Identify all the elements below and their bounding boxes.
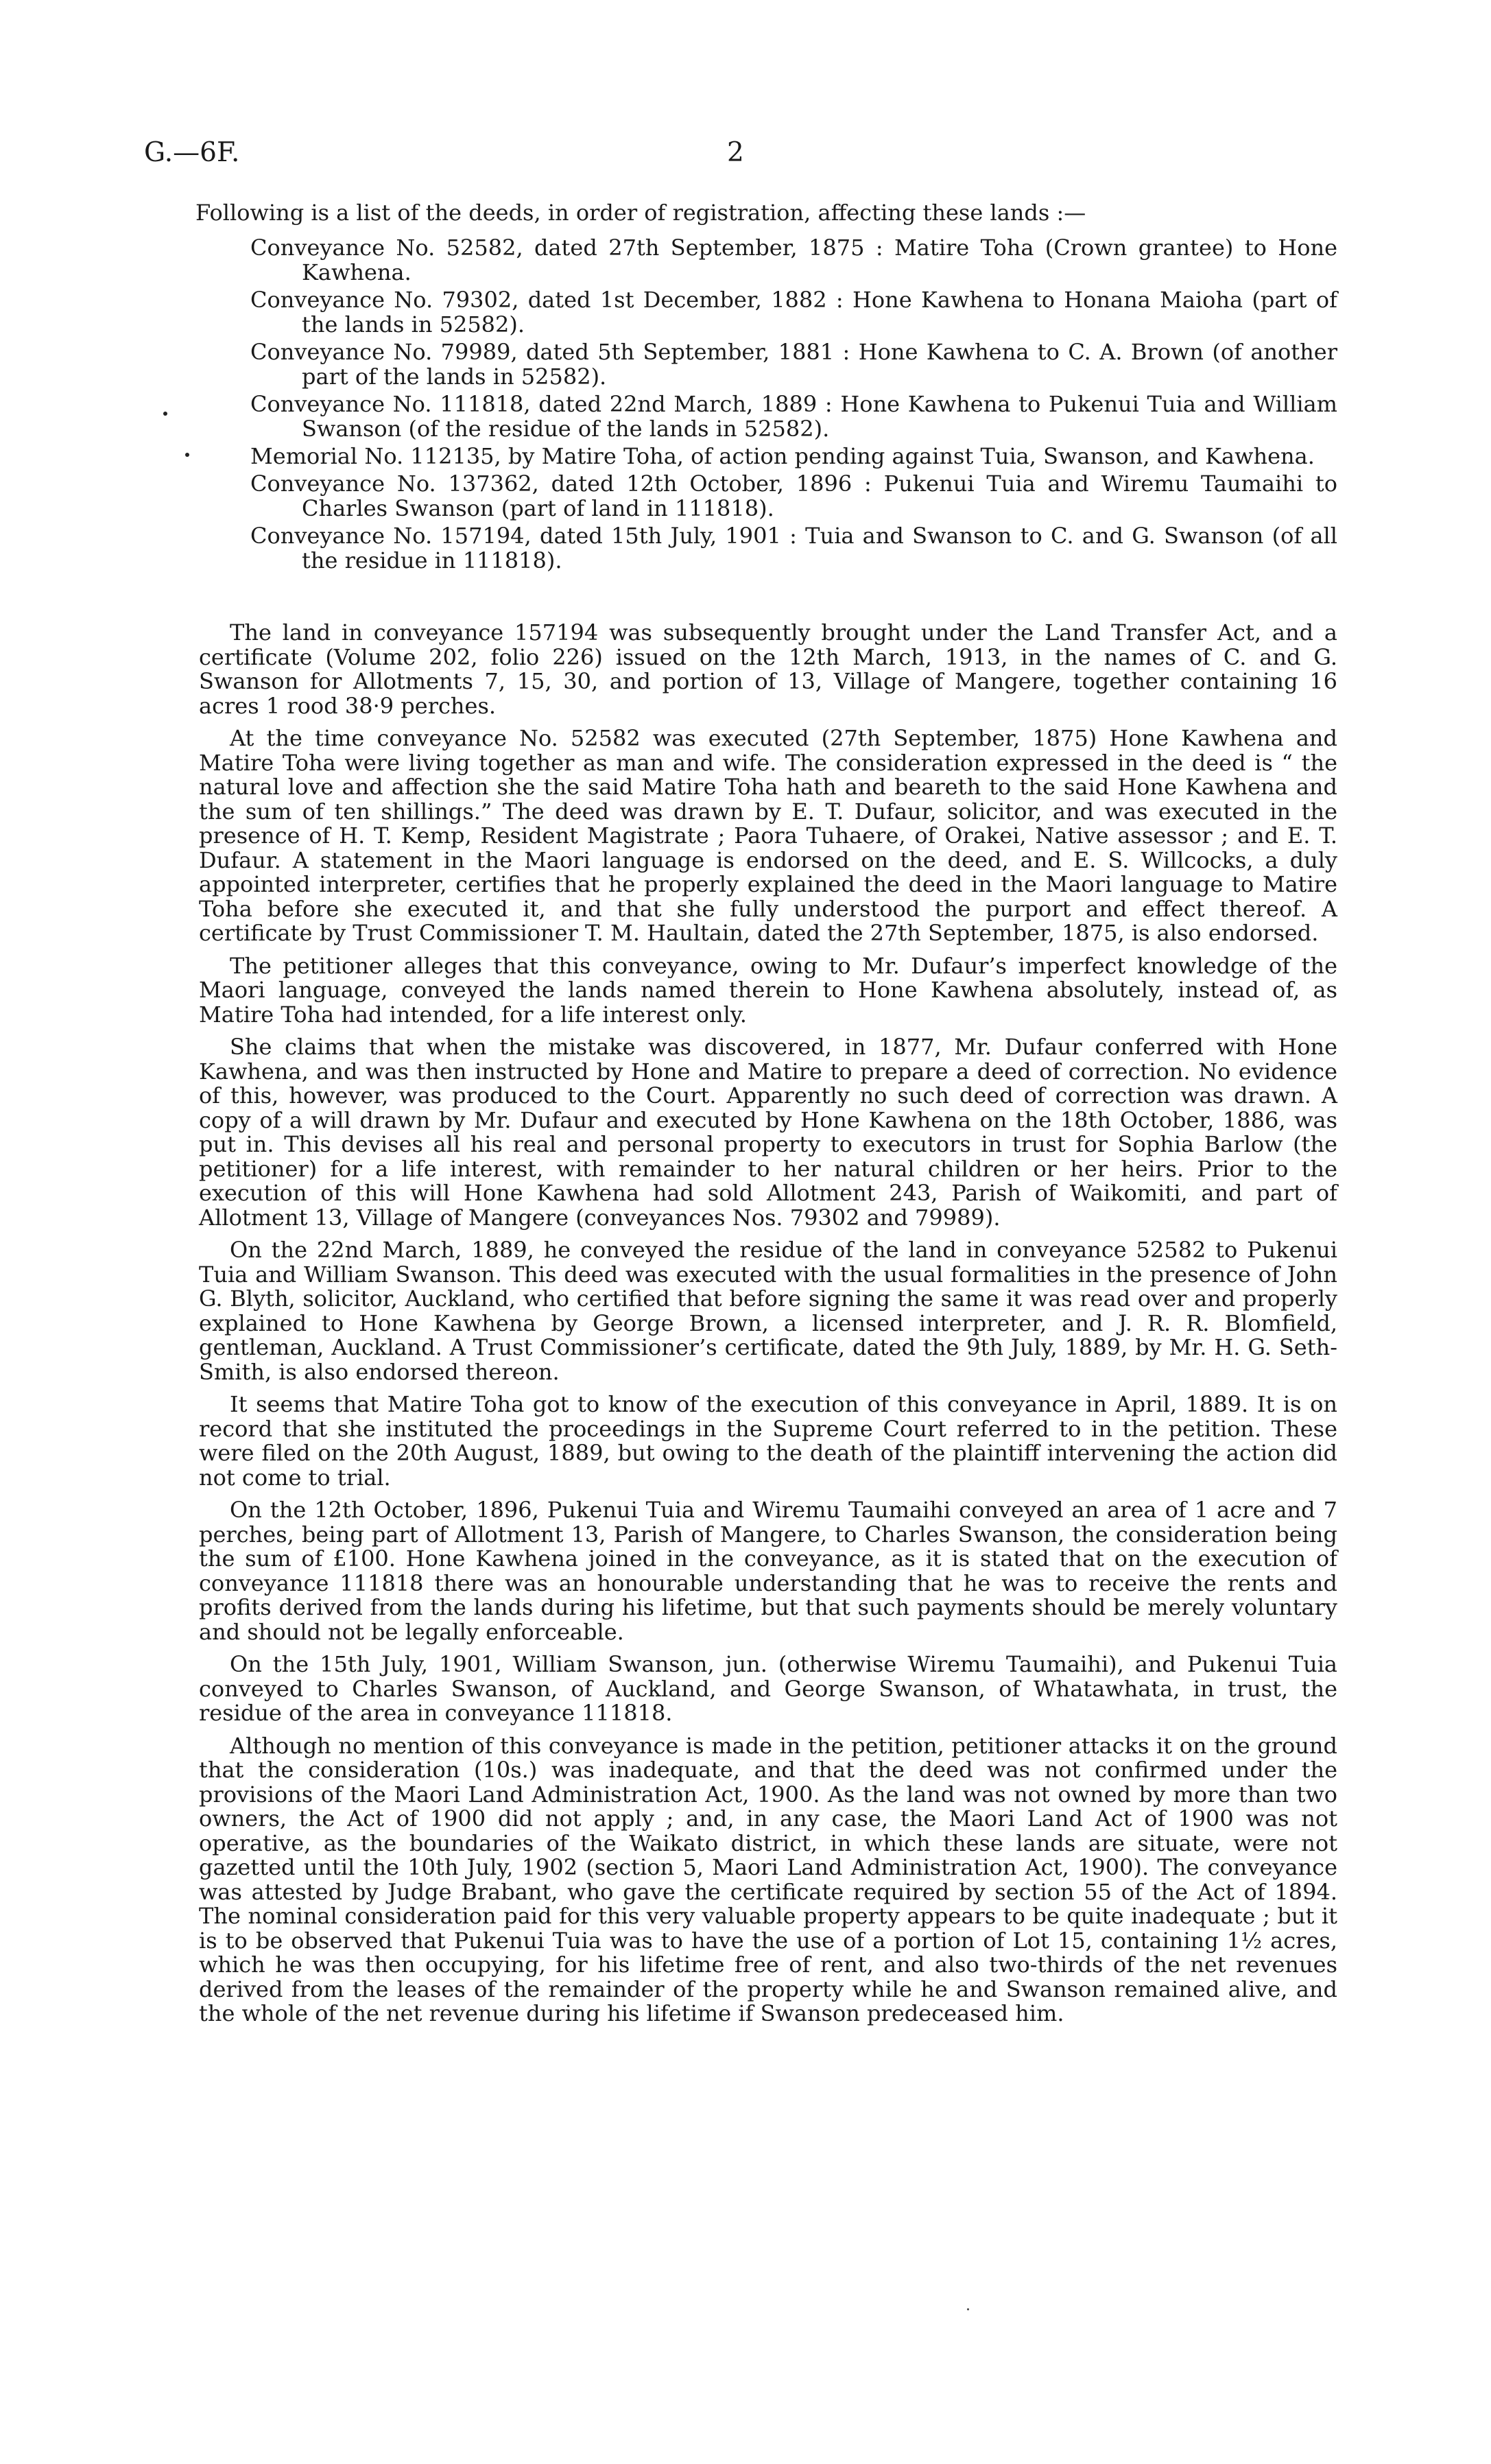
deed-item: Conveyance No. 52582, dated 27th September, 1875 : Matire Toha (Crown grantee) to Hone Kawhena. bbox=[250, 235, 1337, 285]
deed-item: Conveyance No. 157194, dated 15th July, 1901 : Tuia and Swanson to C. and G. Swanson (of all the residue in 111818). bbox=[250, 523, 1337, 573]
body-paragraph: It seems that Matire Toha got to know of the execution of this conveyance in April, 1889. It is on record that she instituted the proceedings in the Supreme Court referred to in the petition. These were filed on the 20th August, 1889, but owing to the death of the plaintiff intervening the action did not come to trial. bbox=[199, 1391, 1337, 1491]
page-speck bbox=[967, 2308, 969, 2310]
deeds-list bbox=[250, 235, 1337, 576]
deed-item: Conveyance No. 79302, dated 1st December, 1882 : Hone Kawhena to Honana Maioha (part of the lands in 52582). bbox=[250, 287, 1337, 337]
deed-item: Conveyance No. 79989, dated 5th September, 1881 : Hone Kawhena to C. A. Brown (of another part of the lands in 52582). bbox=[250, 339, 1337, 390]
body-paragraph: On the 12th October, 1896, Pukenui Tuia and Wiremu Taumaihi conveyed an area of 1 acre and 7 perches, being part of Allotment 13, Parish of Mangere, to Charles Swanson, the consideration being the sum of £100. Hone Kawhena joined in the conveyance, as it is stated that on the execution of conveyance 111818 there was an honourable understanding that he was to receive the rents and profits derived from the lands during his lifetime, but that such payments should be merely voluntary and should not be legally enforceable. bbox=[199, 1497, 1337, 1645]
body-paragraph: At the time conveyance No. 52582 was executed (27th September, 1875) Hone Kawhena and Matire Toha were living together as man and wife. The consideration expressed in the deed is “ the natural love and affection she the said Matire Toha hath and beareth to the said Hone Kawhena and the sum of ten shillings.” The deed was drawn by E. T. Dufaur, solicitor, and was executed in the presence of H. T. Kemp, Resident Magistrate ; Paora Tuhaere, of Orakei, Native assessor ; and E. T. Dufaur. A statement in the Maori language is endorsed on the deed, and E. S. Willcocks, a duly appointed interpreter, certifies that he properly explained the deed in the Maori language to Matire Toha before she executed it, and that she fully understood the purport and effect thereof. A certificate by Trust Commissioner T. M. Haultain, dated the 27th September, 1875, is also endorsed. bbox=[199, 725, 1337, 946]
body-paragraph: The petitioner alleges that this conveyance, owing to Mr. Dufaur’s imperfect knowledge of the Maori language, conveyed the lands named therein to Hone Kawhena absolutely, instead of, as Matire Toha had intended, for a life interest only. bbox=[199, 952, 1337, 1028]
margin-dot bbox=[185, 453, 189, 457]
document-body bbox=[199, 621, 1337, 2035]
page-number: 2 bbox=[727, 137, 744, 168]
document-reference: G.—6F. bbox=[144, 137, 240, 168]
body-paragraph: On the 22nd March, 1889, he conveyed the residue of the land in conveyance 52582 to Pukenui Tuia and William Swanson. This deed was executed with the usual formalities in the presence of John G. Blyth, solicitor, Auckland, who certified that before signing the same it was read over and properly explained to Hone Kawhena by George Brown, a licensed interpreter, and J. R. R. Blomfield, gentleman, Auckland. A Trust Commissioner’s certificate, dated the 9th July, 1889, by Mr. H. G. Seth-Smith, is also endorsed thereon. bbox=[199, 1237, 1337, 1385]
deeds-intro: Following is a list of the deeds, in order of registration, affecting these lands :— bbox=[195, 200, 1086, 226]
body-paragraph: Although no mention of this conveyance is made in the petition, petitioner attacks it on the ground that the consideration (10s.) was inadequate, and that the deed was not confirmed under the provisions of the Maori Land Administration Act, 1900. As the land was not owned by more than two owners, the Act of 1900 did not apply ; and, in any case, the Maori Land Act of 1900 was not operative, as the boundaries of the Waikato district, in which these lands are situate, were not gazetted until the 10th July, 1902 (section 5, Maori Land Administration Act, 1900). The conveyance was attested by Judge Brabant, who gave the certificate required by section 55 of the Act of 1894. The nominal consideration paid for this very valuable property appears to be quite inadequate ; but it is to be observed that Pukenui Tuia was to have the use of a portion of Lot 15, containing 1½ acres, which he was then occupying, for his lifetime free of rent, and also two-thirds of the net revenues derived from the leases of the remainder of the property while he and Swanson remained alive, and the whole of the net revenue during his lifetime if Swanson predeceased him. bbox=[199, 1732, 1337, 2026]
body-paragraph: On the 15th July, 1901, William Swanson, jun. (otherwise Wiremu Taumaihi), and Pukenui Tuia conveyed to Charles Swanson, of Auckland, and George Swanson, of Whatawhata, in trust, the residue of the area in conveyance 111818. bbox=[199, 1651, 1337, 1726]
body-paragraph: She claims that when the mistake was discovered, in 1877, Mr. Dufaur conferred with Hone Kawhena, and was then instructed by Hone and Matire to prepare a deed of correction. No evidence of this, however, was produced to the Court. Apparently no such deed of correction was drawn. A copy of a will drawn by Mr. Dufaur and executed by Hone Kawhena on the 18th October, 1886, was put in. This devises all his real and personal property to executors in trust for Sophia Barlow (the petitioner) for a life interest, with remainder to her natural children or her heirs. Prior to the execution of this will Hone Kawhena had sold Allotment 243, Parish of Waikomiti, and part of Allotment 13, Village of Mangere (conveyances Nos. 79302 and 79989). bbox=[199, 1034, 1337, 1231]
deed-item: Conveyance No. 111818, dated 22nd March, 1889 : Hone Kawhena to Pukenui Tuia and William Swanson (of the residue of the lands in 52582). bbox=[250, 391, 1337, 442]
body-paragraph: The land in conveyance 157194 was subsequently brought under the Land Transfer Act, and a certificate (Volume 202, folio 226) issued on the 12th March, 1913, in the names of C. and G. Swanson for Allotments 7, 15, 30, and portion of 13, Village of Mangere, together containing 16 acres 1 rood 38·9 perches. bbox=[199, 619, 1337, 719]
deed-item: Memorial No. 112135, by Matire Toha, of action pending against Tuia, Swanson, and Kawhena. bbox=[250, 443, 1315, 469]
deed-item: Conveyance No. 137362, dated 12th October, 1896 : Pukenui Tuia and Wiremu Taumaihi to Charles Swanson (part of land in 111818). bbox=[250, 471, 1337, 521]
margin-dot bbox=[163, 412, 167, 416]
page-header bbox=[144, 137, 1358, 178]
